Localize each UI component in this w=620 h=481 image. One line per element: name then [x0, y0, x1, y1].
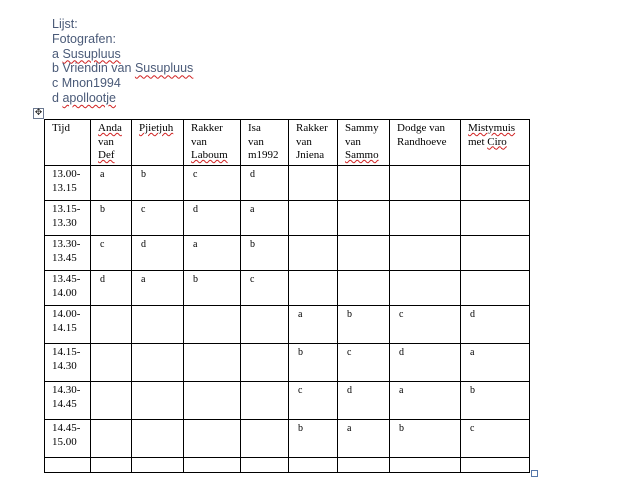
table-cell[interactable] [184, 271, 241, 306]
column-header[interactable] [91, 120, 132, 166]
cell-value: b [347, 309, 352, 320]
table-cell[interactable] [461, 306, 530, 344]
table-cell[interactable] [132, 458, 184, 473]
table-cell[interactable] [289, 166, 338, 201]
table-row [45, 344, 530, 382]
table-cell[interactable] [184, 420, 241, 458]
cell-value: c [250, 274, 255, 285]
header-text-line: van [248, 135, 264, 148]
table-cell[interactable] [184, 458, 241, 473]
cell-value: b [141, 169, 146, 180]
table-cell[interactable] [241, 382, 289, 420]
table-cell[interactable] [91, 458, 132, 473]
header-text-line: m1992 [248, 149, 279, 161]
cell-value: d [399, 347, 404, 358]
header-text-line [345, 149, 389, 163]
cell-value: a [399, 385, 404, 396]
cell-value: d [250, 169, 255, 180]
header-text-line: Isa [248, 122, 261, 134]
table-cell[interactable] [338, 344, 390, 382]
column-header[interactable] [461, 120, 530, 166]
column-header[interactable] [289, 120, 338, 166]
table-cell[interactable] [461, 201, 530, 236]
table-cell[interactable] [390, 236, 461, 271]
time-cell[interactable] [45, 166, 91, 201]
time-text: 13.15- [52, 203, 81, 215]
table-cell[interactable] [184, 236, 241, 271]
table-cell[interactable] [338, 458, 390, 473]
cell-value: b [470, 385, 475, 396]
table-cell[interactable] [289, 271, 338, 306]
table-cell[interactable] [184, 344, 241, 382]
header-text-line: Dodge van [397, 122, 445, 134]
table-cell[interactable] [91, 236, 132, 271]
time-text: 13.30- [52, 238, 81, 250]
table-cell[interactable] [338, 382, 390, 420]
header-text-line: Rakker [191, 122, 223, 134]
list-line[interactable]: a Susupluus [52, 46, 121, 61]
list-line[interactable]: b Vriendin van Susupluus [52, 61, 194, 76]
header-text-line [98, 149, 131, 163]
header-text-line [468, 122, 529, 136]
header-text-line: van [98, 135, 114, 148]
table-cell[interactable] [461, 236, 530, 271]
table-cell[interactable] [132, 236, 184, 271]
table-cell[interactable] [461, 382, 530, 420]
cell-value: b [100, 204, 105, 215]
table-resize-icon[interactable] [531, 470, 538, 477]
time-cell[interactable] [45, 271, 91, 306]
time-text: 14.30- [52, 384, 81, 396]
time-text: 13.45 [52, 251, 77, 264]
table-cell[interactable] [241, 271, 289, 306]
table-cell[interactable] [241, 201, 289, 236]
table-cell[interactable] [289, 306, 338, 344]
table-row [45, 236, 530, 271]
time-cell[interactable] [45, 306, 91, 344]
column-header[interactable] [132, 120, 184, 166]
table-cell[interactable] [132, 382, 184, 420]
table-cell[interactable] [338, 236, 390, 271]
table-cell[interactable] [184, 382, 241, 420]
time-cell[interactable] [45, 236, 91, 271]
time-text: 14.00 [52, 286, 77, 299]
table-cell[interactable] [461, 344, 530, 382]
cell-value: c [298, 385, 303, 396]
table-cell[interactable] [289, 236, 338, 271]
table-cell[interactable] [390, 166, 461, 201]
table-cell[interactable] [241, 420, 289, 458]
header-text-line [468, 136, 529, 150]
time-text: 14.00- [52, 308, 81, 320]
table-cell[interactable] [338, 201, 390, 236]
column-header[interactable] [45, 120, 91, 166]
time-cell[interactable] [45, 458, 91, 473]
table-cell[interactable] [241, 344, 289, 382]
table-move-icon[interactable]: ✥ [34, 108, 43, 118]
header-row [45, 120, 530, 166]
table-cell[interactable] [289, 458, 338, 473]
table-cell[interactable] [338, 420, 390, 458]
table-row [45, 420, 530, 458]
header-text-line: van [191, 135, 207, 148]
table-cell[interactable] [461, 166, 530, 201]
time-cell[interactable] [45, 420, 91, 458]
list-line[interactable]: Fotografen: [52, 31, 116, 46]
table-cell[interactable] [338, 271, 390, 306]
cell-value: d [347, 385, 352, 396]
header-text-line: Tijd [52, 122, 70, 134]
cell-value: a [347, 423, 352, 434]
time-text: 13.00- [52, 168, 81, 180]
table-cell[interactable] [91, 201, 132, 236]
table-cell[interactable] [241, 306, 289, 344]
header-text-line: van [296, 135, 312, 148]
table-cell[interactable] [461, 271, 530, 306]
cell-value: c [347, 347, 352, 358]
time-text: 14.15- [52, 346, 81, 358]
table-cell[interactable] [390, 306, 461, 344]
cell-value: b [298, 423, 303, 434]
cell-value: a [141, 274, 146, 285]
time-text: 14.15 [52, 321, 77, 334]
cell-value: d [470, 309, 475, 320]
column-header[interactable] [390, 120, 461, 166]
header-word: Def [98, 149, 115, 161]
table-row [45, 382, 530, 420]
table-cell[interactable] [91, 382, 132, 420]
time-text: 13.15 [52, 181, 77, 194]
time-text: 15.00 [52, 435, 77, 448]
table-row [45, 306, 530, 344]
table-cell[interactable] [184, 201, 241, 236]
table-cell[interactable] [91, 271, 132, 306]
photographer-list [52, 17, 193, 106]
table-cell[interactable] [241, 236, 289, 271]
header-text-line: Jniena [296, 149, 325, 161]
table-cell[interactable] [461, 420, 530, 458]
table-cell[interactable] [132, 306, 184, 344]
header-word: Mistymuis [468, 122, 516, 134]
header-word: Ciro [487, 135, 507, 148]
table-cell[interactable] [132, 420, 184, 458]
cell-value: a [100, 169, 105, 180]
cell-value: c [100, 239, 105, 250]
cell-value: b [399, 423, 404, 434]
table-cell[interactable] [91, 306, 132, 344]
list-line[interactable]: c Mnon1994 [52, 76, 121, 91]
table-cell[interactable] [132, 201, 184, 236]
header-text-line: van [345, 135, 361, 148]
table-cell[interactable] [289, 420, 338, 458]
table-cell[interactable] [289, 382, 338, 420]
header-word: Sammo [345, 149, 379, 161]
time-text: 14.45- [52, 422, 81, 434]
table-cell[interactable] [132, 344, 184, 382]
cell-value: c [141, 204, 146, 215]
table-cell[interactable] [390, 458, 461, 473]
table-cell[interactable] [132, 166, 184, 201]
table-cell[interactable] [91, 166, 132, 201]
header-word: Pjietjuh [139, 122, 174, 134]
schedule-table [44, 119, 530, 473]
cell-value: b [298, 347, 303, 358]
table-cell[interactable] [390, 382, 461, 420]
table-row [45, 166, 530, 201]
list-line[interactable]: Lijst: [52, 17, 78, 31]
header-word: Laboum [191, 149, 228, 161]
time-cell[interactable] [45, 382, 91, 420]
table-cell[interactable] [390, 344, 461, 382]
header-text-line [139, 122, 183, 136]
table-cell[interactable] [132, 271, 184, 306]
cell-value: c [193, 169, 198, 180]
table-cell[interactable] [338, 166, 390, 201]
table-row [45, 201, 530, 236]
time-text: 14.30 [52, 359, 77, 372]
header-text-line: Rakker [296, 122, 328, 134]
table-cell[interactable] [241, 166, 289, 201]
column-header[interactable] [241, 120, 289, 166]
table-cell[interactable] [289, 344, 338, 382]
cell-value: b [250, 239, 255, 250]
time-text: 13.45- [52, 273, 81, 285]
table-row [45, 458, 530, 473]
cell-value: d [141, 239, 146, 250]
time-text: 13.30 [52, 216, 77, 229]
header-text-line [191, 149, 240, 163]
list-line[interactable]: d apollootje [52, 90, 116, 105]
table-cell[interactable] [390, 201, 461, 236]
cell-value: c [399, 309, 404, 320]
table-cell[interactable] [461, 458, 530, 473]
table-cell[interactable] [91, 420, 132, 458]
cell-value: c [470, 423, 475, 434]
time-cell[interactable] [45, 344, 91, 382]
cell-value: a [193, 239, 198, 250]
cell-value: d [100, 274, 105, 285]
table-row [45, 271, 530, 306]
table-cell[interactable] [390, 420, 461, 458]
table-cell[interactable] [289, 201, 338, 236]
table-cell[interactable] [184, 166, 241, 201]
column-header[interactable] [184, 120, 241, 166]
header-text-line: Randhoeve [397, 135, 447, 148]
time-cell[interactable] [45, 201, 91, 236]
table-cell[interactable] [184, 306, 241, 344]
cell-value: d [193, 204, 198, 215]
cell-value: b [193, 274, 198, 285]
table-cell[interactable] [241, 458, 289, 473]
time-text: 14.45 [52, 397, 77, 410]
header-text-line: Sammy [345, 122, 379, 134]
column-header[interactable] [338, 120, 390, 166]
table-cell[interactable] [390, 271, 461, 306]
header-word: Anda [98, 122, 122, 134]
cell-value: a [470, 347, 475, 358]
table-cell[interactable] [338, 306, 390, 344]
header-text-line [98, 122, 131, 136]
cell-value: a [298, 309, 303, 320]
table-cell[interactable] [91, 344, 132, 382]
cell-value: a [250, 204, 255, 215]
header-word: met [468, 135, 485, 148]
